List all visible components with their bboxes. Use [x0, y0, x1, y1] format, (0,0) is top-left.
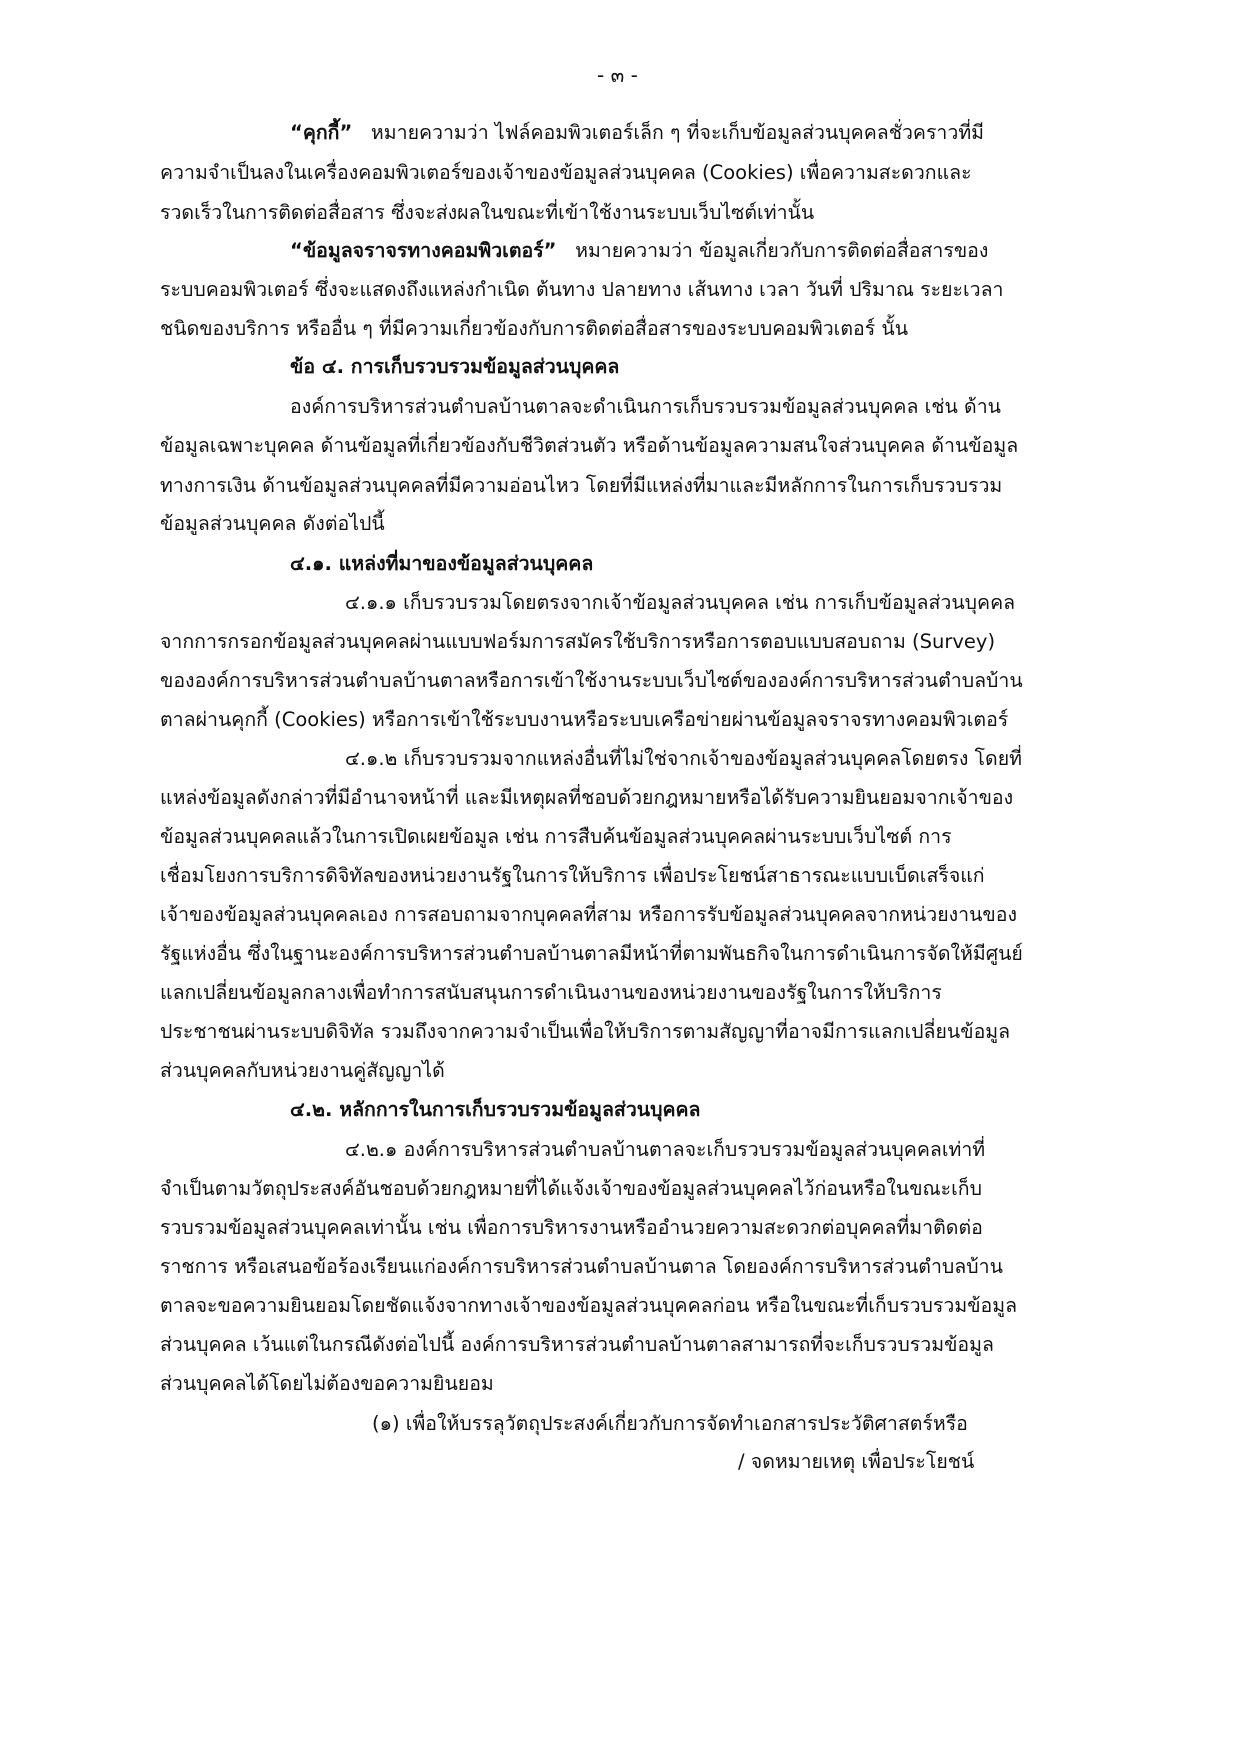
paragraph-line: เชื่อมโยงการบริการดิจิทัลของหน่วยงานรัฐในการให้บริการ เพื่อประโยชน์สาธารณะแบบเบ็ดเสร็จแก่	[160, 864, 985, 887]
paragraph-line: องค์การบริหารส่วนตำบลบ้านตาลจะดำเนินการเก็บรวบรวมข้อมูลส่วนบุคคล เช่น ด้าน	[290, 395, 1001, 418]
list-item-1: (๑) เพื่อให้บรรลุวัตถุประสงค์เกี่ยวกับการจัดทำเอกสารประวัติศาสตร์หรือ	[372, 1412, 968, 1435]
paragraph-line: แหล่งข้อมูลดังกล่าวที่มีอำนาจหน้าที่ และมีเหตุผลที่ชอบด้วยกฎหมายหรือได้รับความยินยอมจากเจ้าของ	[160, 786, 1014, 809]
paragraph-line: ข้อมูลส่วนบุคคลแล้วในการเปิดเผยข้อมูล เช่น การสืบค้นข้อมูลส่วนบุคคลผ่านระบบเว็บไซต์ การ	[160, 825, 952, 848]
definition-text: หมายความว่า ข้อมูลเกี่ยวกับการติดต่อสื่อสารของ	[575, 239, 989, 262]
definition-traffic-line-1	[290, 238, 988, 264]
paragraph-line: ตาลผ่านคุกกี้ (Cookies) หรือการเข้าใช้ระบบงานหรือระบบเครือข่ายผ่านข้อมูลจราจรทางคอมพิวเตอร์	[160, 708, 1009, 731]
subsection-heading-4-2: ๔.๒. หลักการในการเก็บรวบรวมข้อมูลส่วนบุคคล	[290, 1098, 701, 1121]
definition-traffic-line-2: ระบบคอมพิวเตอร์ ซึ่งจะแสดงถึงแหล่งกำเนิด ต้นทาง ปลายทาง เส้นทาง เวลา วันที่ ปริมาณ ระยะเวลา	[160, 278, 1004, 301]
paragraph-line: ราชการ หรือเสนอข้อร้องเรียนแก่องค์การบริหารส่วนตำบลบ้านตาล โดยองค์การบริหารส่วนตำบลบ้าน	[160, 1255, 1003, 1278]
definition-traffic-line-3: ชนิดของบริการ หรืออื่น ๆ ที่มีความเกี่ยวข้องกับการติดต่อสื่อสารของระบบคอมพิวเตอร์ นั้น	[160, 317, 909, 340]
paragraph-line: รวบรวมข้อมูลส่วนบุคคลเท่านั้น เช่น เพื่อการบริหารงานหรืออำนวยความสะดวกต่อบุคคลที่มาติดต่อ	[160, 1216, 983, 1239]
page-number: - ๓ -	[597, 63, 638, 87]
paragraph-line: ประชาชนผ่านระบบดิจิทัล รวมถึงจากความจำเป็นเพื่อให้บริการตามสัญญาที่อาจมีการแลกเปลี่ยนข้อมูล	[160, 1020, 1011, 1043]
paragraph-line: จากการกรอกข้อมูลส่วนบุคคลผ่านแบบฟอร์มการสมัครใช้บริการหรือการตอบแบบสอบถาม (Survey)	[160, 630, 996, 653]
paragraph-line: ส่วนบุคคล เว้นแต่ในกรณีดังต่อไปนี้ องค์การบริหารส่วนตำบลบ้านตาลสามารถที่จะเก็บรวบรวมข้อมูล	[160, 1333, 994, 1356]
paragraph-line: แลกเปลี่ยนข้อมูลกลางเพื่อทำการสนับสนุนการดำเนินงานของหน่วยงานของรัฐในการให้บริการ	[160, 981, 942, 1004]
paragraph-line: เจ้าของข้อมูลส่วนบุคคลเอง การสอบถามจากบุคคลที่สาม หรือการรับข้อมูลส่วนบุคคลจากหน่วยงานของ	[160, 903, 1018, 926]
paragraph-line: ข้อมูลส่วนบุคคล ดังต่อไปนี้	[160, 512, 385, 535]
definition-text: หมายความว่า ไฟล์คอมพิวเตอร์เล็ก ๆ ที่จะเก็บข้อมูลส่วนบุคคลชั่วคราวที่มี	[370, 121, 985, 144]
definition-term-cookie: “คุกกี้”	[290, 121, 353, 144]
paragraph-line: ๔.๑.๒ เก็บรวบรวมจากแหล่งอื่นที่ไม่ใช่จากเจ้าของข้อมูลส่วนบุคคลโดยตรง โดยที่	[345, 747, 1022, 770]
paragraph-line: จำเป็นตามวัตถุประสงค์อันชอบด้วยกฎหมายที่ได้แจ้งเจ้าของข้อมูลส่วนบุคคลไว้ก่อนหรือในขณะเก็บ	[160, 1177, 982, 1200]
paragraph-line: ส่วนบุคคลกับหน่วยงานคู่สัญญาได้	[160, 1059, 445, 1082]
paragraph-line: รัฐแห่งอื่น ซึ่งในฐานะองค์การบริหารส่วนตำบลบ้านตาลมีหน้าที่ตามพันธกิจในการดำเนินการจัดให้มีศูนย์	[160, 942, 1023, 965]
paragraph-line: ส่วนบุคคลได้โดยไม่ต้องขอความยินยอม	[160, 1372, 494, 1395]
section-heading-4: ข้อ ๔. การเก็บรวบรวมข้อมูลส่วนบุคคล	[290, 355, 620, 378]
definition-cookie-line-1	[290, 120, 984, 146]
continued-footer: / จดหมายเหตุ เพื่อประโยชน์	[738, 1450, 975, 1473]
definition-term-traffic: “ข้อมูลจราจรทางคอมพิวเตอร์”	[290, 239, 557, 262]
paragraph-line: ข้อมูลเฉพาะบุคคล ด้านข้อมูลที่เกี่ยวข้องกับชีวิตส่วนตัว หรือด้านข้อมูลความสนใจส่วนบุคคล ด้านข้อมูล	[160, 434, 1019, 457]
subsection-heading-4-1: ๔.๑. แหล่งที่มาของข้อมูลส่วนบุคคล	[290, 552, 594, 575]
paragraph-line: ๔.๑.๑ เก็บรวบรวมโดยตรงจากเจ้าข้อมูลส่วนบุคคล เช่น การเก็บข้อมูลส่วนบุคคล	[345, 591, 1016, 614]
definition-cookie-line-3: รวดเร็วในการติดต่อสื่อสาร ซึ่งจะส่งผลในขณะที่เข้าใช้งานระบบเว็บไซต์เท่านั้น	[160, 201, 815, 224]
paragraph-line: ๔.๒.๑ องค์การบริหารส่วนตำบลบ้านตาลจะเก็บรวบรวมข้อมูลส่วนบุคคลเท่าที่	[345, 1138, 986, 1161]
definition-cookie-line-2: ความจำเป็นลงในเครื่องคอมพิวเตอร์ของเจ้าของข้อมูลส่วนบุคคล (Cookies) เพื่อความสะดวกและ	[160, 161, 972, 184]
paragraph-line: ทางการเงิน ด้านข้อมูลส่วนบุคคลที่มีความอ่อนไหว โดยที่มีแหล่งที่มาและมีหลักการในการเก็บรวบรวม	[160, 474, 1003, 497]
paragraph-line: ขององค์การบริหารส่วนตำบลบ้านตาลหรือการเข้าใช้งานระบบเว็บไซต์ขององค์การบริหารส่วนตำบลบ้าน	[160, 669, 1023, 692]
paragraph-line: ตาลจะขอความยินยอมโดยชัดแจ้งจากทางเจ้าของข้อมูลส่วนบุคคลก่อน หรือในขณะที่เก็บรวบรวมข้อมูล	[160, 1294, 1018, 1317]
